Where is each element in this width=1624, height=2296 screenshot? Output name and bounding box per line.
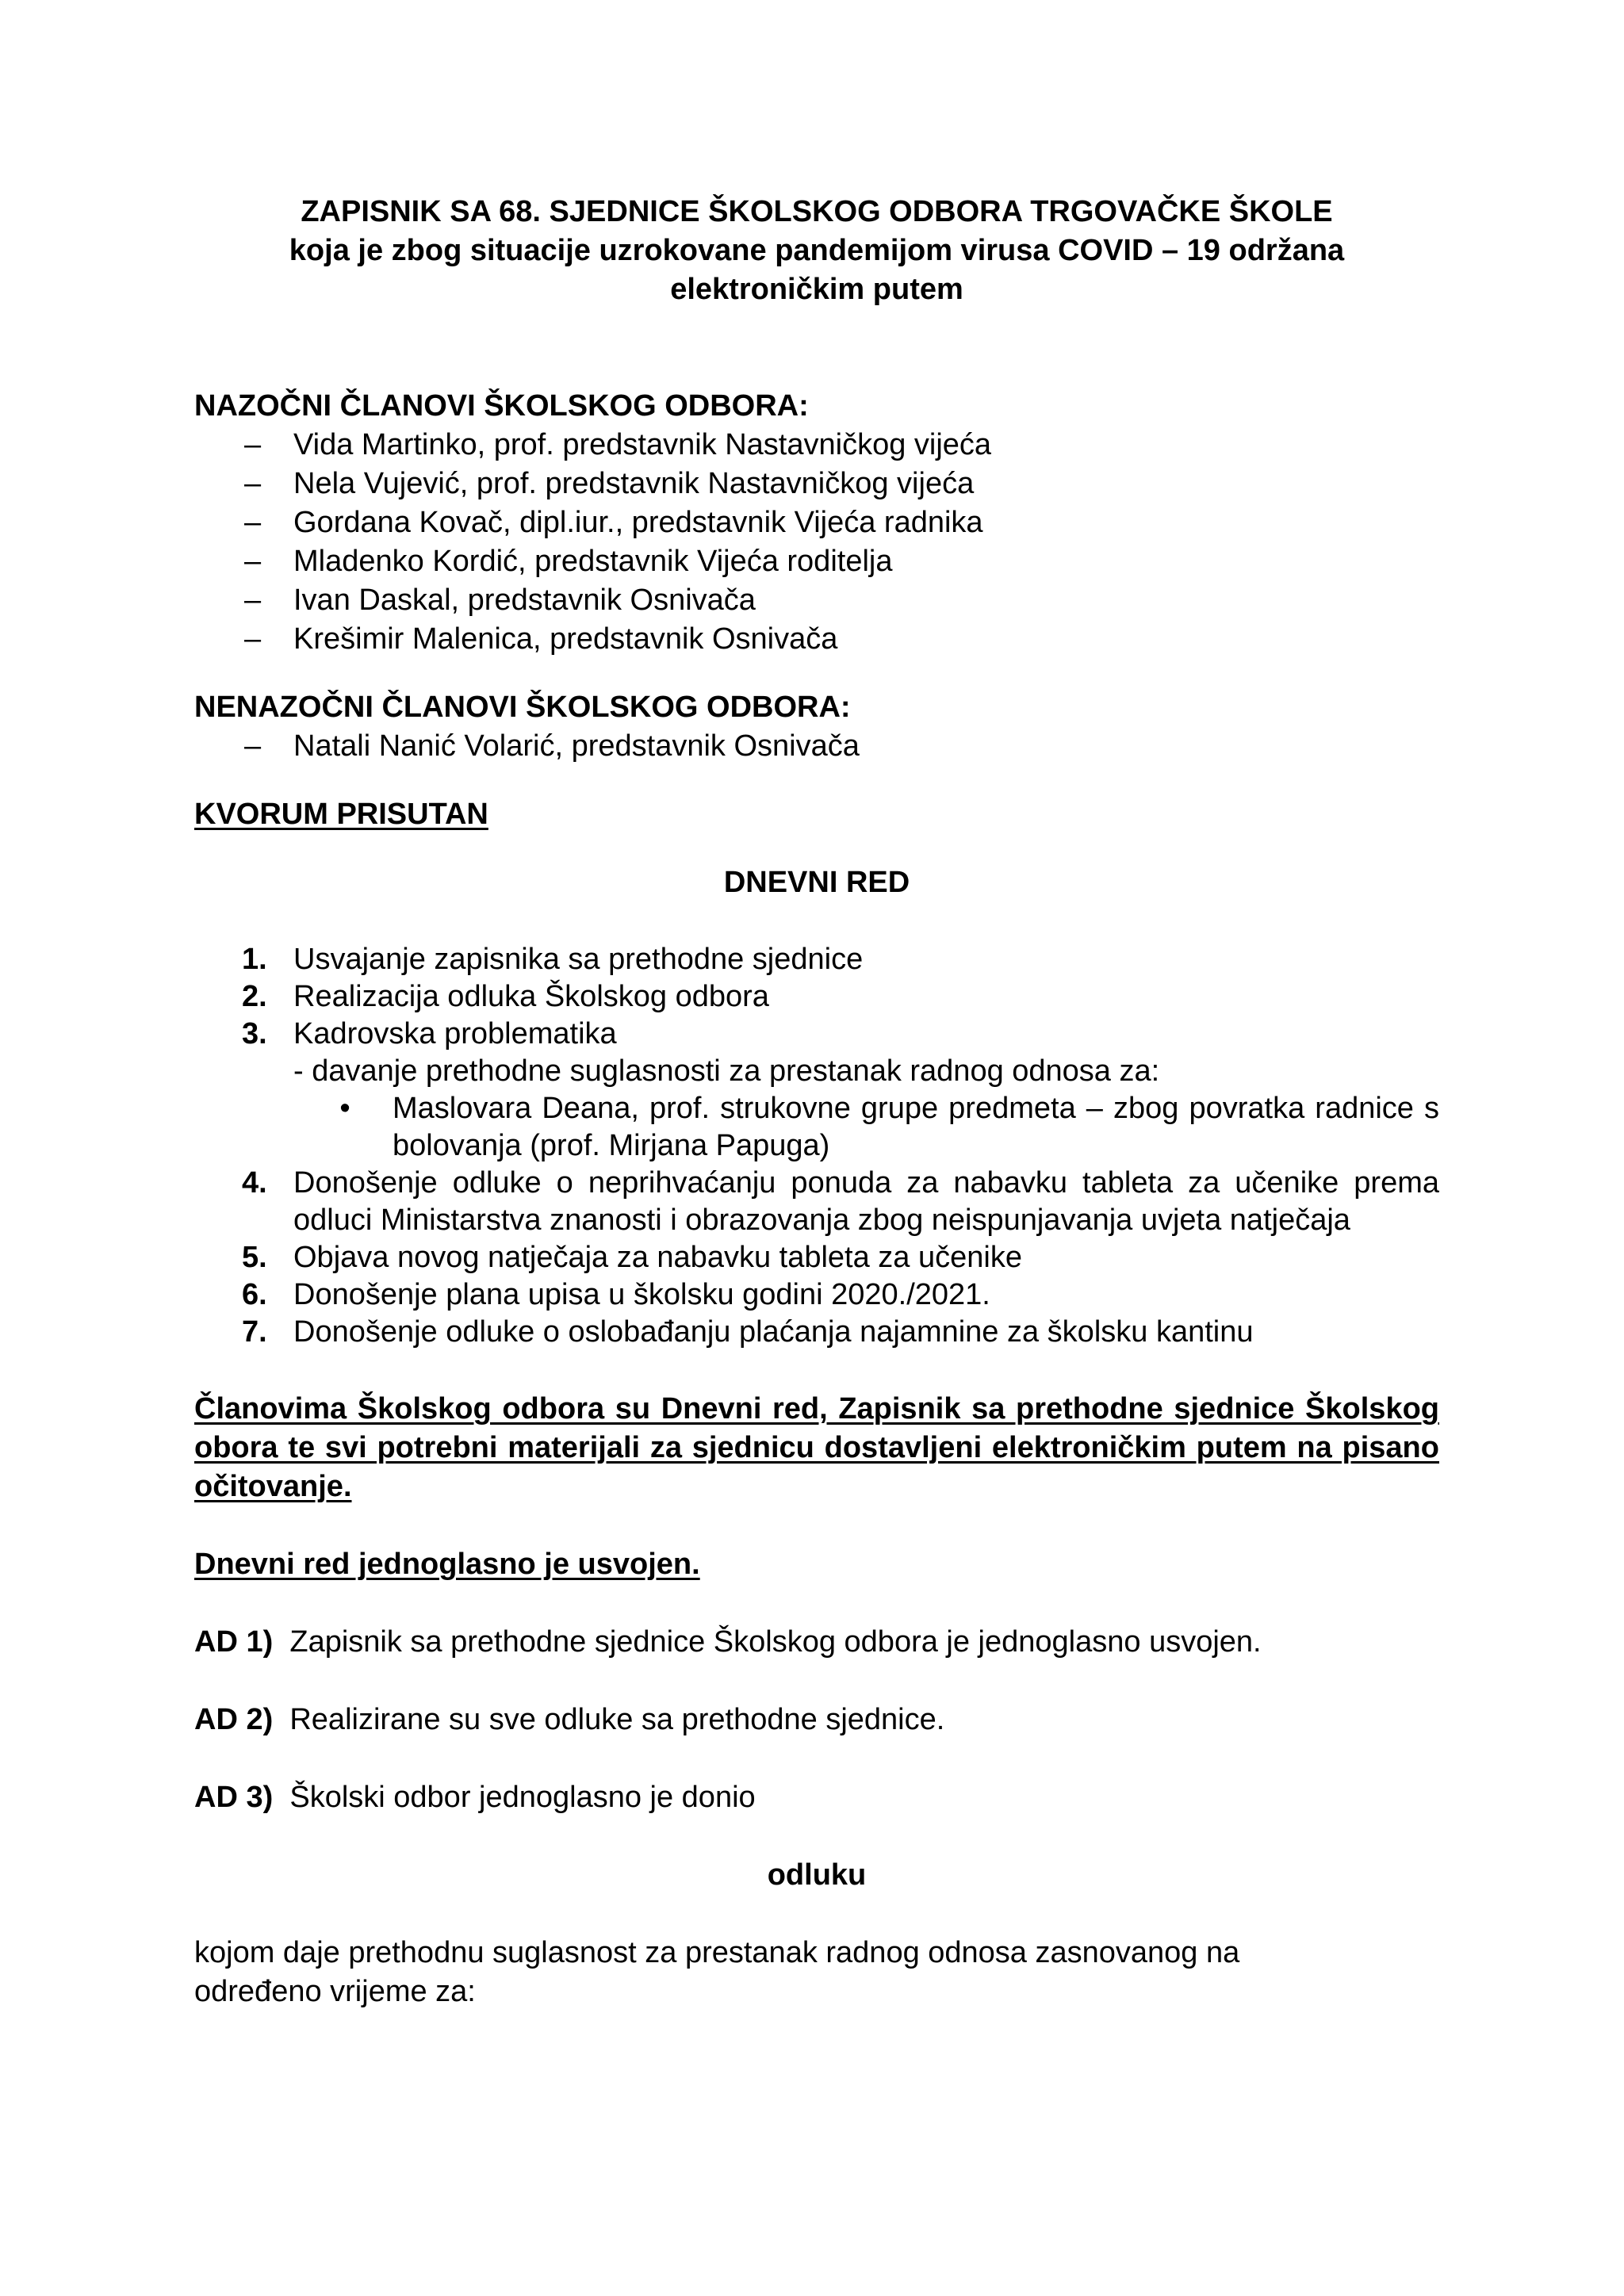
agenda-item-number: 2. bbox=[242, 980, 267, 1013]
agenda-item-number: 1. bbox=[242, 943, 267, 976]
member-name: Krešimir Malenica, predstavnik Osnivača bbox=[293, 622, 838, 656]
ad-item-2 bbox=[194, 1701, 1439, 1739]
absent-members-heading: NENAZOČNI ČLANOVI ŠKOLSKOG ODBORA: bbox=[194, 691, 851, 724]
agenda-item bbox=[194, 1239, 1439, 1276]
dash-marker: – bbox=[244, 729, 262, 763]
agenda-item-text: Realizacija odluka Školskog odbora bbox=[293, 980, 769, 1013]
title-line-1: ZAPISNIK SA 68. SJEDNICE ŠKOLSKOG ODBORA TRGOVAČKE ŠKOLE bbox=[301, 195, 1333, 228]
bullet-icon: • bbox=[339, 1092, 350, 1125]
dash-marker: – bbox=[244, 428, 262, 461]
document-content bbox=[194, 193, 1439, 2011]
member-name: Vida Martinko, prof. predstavnik Nastavničkog vijeća bbox=[293, 428, 992, 461]
list-item bbox=[194, 503, 1439, 542]
ad-label: AD 2) bbox=[194, 1703, 274, 1736]
agenda-adopted-statement: Dnevni red jednoglasno je usvojen. bbox=[194, 1548, 700, 1581]
member-name: Ivan Daskal, predstavnik Osnivača bbox=[293, 584, 756, 617]
member-name: Nela Vujević, prof. predstavnik Nastavničkog vijeća bbox=[293, 467, 975, 500]
agenda-sub-line: - davanje prethodne suglasnosti za prestanak radnog odnosa za: bbox=[293, 1054, 1160, 1088]
agenda-list bbox=[194, 941, 1439, 1351]
present-members-heading: NAZOČNI ČLANOVI ŠKOLSKOG ODBORA: bbox=[194, 389, 809, 423]
agenda-item-text: Donošenje plana upisa u školsku godini 2020./2021. bbox=[293, 1278, 990, 1311]
member-name: Mladenko Kordić, predstavnik Vijeća roditelja bbox=[293, 545, 893, 578]
decision-text: kojom daje prethodnu suglasnost za prestanak radnog odnosa zasnovanog na određeno vrijeme za: bbox=[194, 1936, 1240, 2008]
agenda-item-number: 3. bbox=[242, 1017, 267, 1050]
list-item bbox=[194, 426, 1439, 465]
ad-item-3 bbox=[194, 1778, 1439, 1817]
agenda-item-number: 7. bbox=[242, 1315, 267, 1349]
agenda-bullet-item bbox=[293, 1090, 1439, 1165]
agenda-item-text: Kadrovska problematika bbox=[293, 1017, 617, 1050]
agenda-item-text: Donošenje odluke o oslobađanju plaćanja najamnine za školsku kantinu bbox=[293, 1315, 1254, 1349]
ad-text: Realizirane su sve odluke sa prethodne sjednice. bbox=[289, 1703, 945, 1736]
dash-marker: – bbox=[244, 467, 262, 500]
list-item bbox=[194, 465, 1439, 503]
decision-heading: odluku bbox=[767, 1858, 867, 1892]
agenda-item bbox=[194, 1016, 1439, 1165]
title-line-2: koja je zbog situacije uzrokovane pandemijom virusa COVID – 19 održana bbox=[289, 234, 1345, 267]
agenda-heading: DNEVNI RED bbox=[723, 866, 910, 899]
agenda-item bbox=[194, 1314, 1439, 1351]
agenda-item bbox=[194, 1165, 1439, 1239]
agenda-item bbox=[194, 1276, 1439, 1314]
ad-text: Školski odbor jednoglasno je donio bbox=[289, 1781, 756, 1814]
agenda-item bbox=[194, 941, 1439, 978]
document-title bbox=[194, 193, 1439, 309]
ad-label: AD 1) bbox=[194, 1625, 274, 1659]
agenda-item-text: Usvajanje zapisnika sa prethodne sjednice bbox=[293, 943, 864, 976]
ad-text: Zapisnik sa prethodne sjednice Školskog odbora je jednoglasno usvojen. bbox=[289, 1625, 1262, 1659]
title-line-3: elektroničkim putem bbox=[670, 273, 963, 306]
agenda-item-number: 4. bbox=[242, 1166, 267, 1200]
dash-marker: – bbox=[244, 584, 262, 617]
list-item bbox=[194, 620, 1439, 659]
list-item bbox=[194, 581, 1439, 620]
agenda-item-number: 5. bbox=[242, 1241, 267, 1274]
agenda-bullet-text: Maslovara Deana, prof. strukovne grupe predmeta – zbog povratka radnice s bolovanja (prof. Mirjana Papuga) bbox=[393, 1092, 1439, 1162]
agenda-item-number: 6. bbox=[242, 1278, 267, 1311]
present-members-list bbox=[194, 426, 1439, 659]
list-item bbox=[194, 727, 1439, 766]
dash-marker: – bbox=[244, 506, 262, 539]
absent-members-list bbox=[194, 727, 1439, 766]
agenda-item-text: Donošenje odluke o neprihvaćanju ponuda za nabavku tableta za učenike prema odluci Ministarstva znanosti i obrazovanja zbog neispunjavanja uvjeta natječaja bbox=[293, 1166, 1439, 1237]
quorum-statement: KVORUM PRISUTAN bbox=[194, 798, 488, 831]
ad-label: AD 3) bbox=[194, 1781, 274, 1814]
agenda-item-text: Objava novog natječaja za nabavku tableta za učenike bbox=[293, 1241, 1022, 1274]
ad-item-1 bbox=[194, 1623, 1439, 1662]
member-name: Natali Nanić Volarić, predstavnik Osnivača bbox=[293, 729, 860, 763]
member-name: Gordana Kovač, dipl.iur., predstavnik Vijeća radnika bbox=[293, 506, 983, 539]
list-item bbox=[194, 542, 1439, 581]
agenda-item bbox=[194, 978, 1439, 1016]
dash-marker: – bbox=[244, 622, 262, 656]
materials-notice: Članovima Školskog odbora su Dnevni red, Zapisnik sa prethodne sjednice Školskog obora te svi potrebni materijali za sjednicu dostavljeni elektroničkim putem na pisano očitovanje. bbox=[194, 1392, 1439, 1503]
dash-marker: – bbox=[244, 545, 262, 578]
